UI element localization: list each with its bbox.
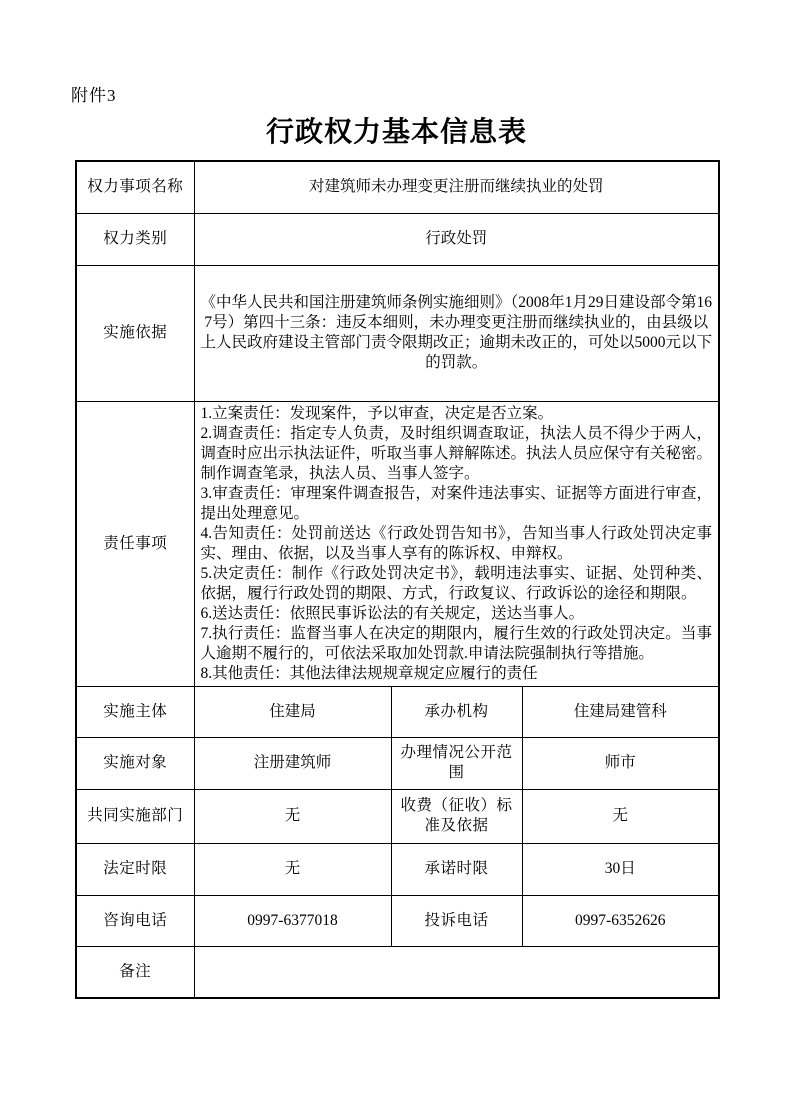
fee-standard-value: 无 — [522, 789, 719, 843]
row-implementing-body — [76, 686, 719, 737]
remarks-value — [194, 946, 719, 998]
implementing-body-value: 住建局 — [194, 686, 391, 737]
responsibility-line: 2.调查责任：指定专人负责，及时组织调查取证，执法人员不得少于两人，调查时应出示执法证件，听取当事人辩解陈述。执法人员应保守有关秘密。制作调查笔录，执法人员、当事人签字。 — [200, 424, 713, 482]
responsibility-line: 5.决定责任：制作《行政处罚决定书》，载明违法事实、证据、处罚种类、依据，履行行政处罚的期限、方式，行政复议、行政诉讼的途径和期限。 — [200, 564, 712, 602]
responsibility-items-value — [194, 401, 719, 686]
statutory-time-limit-value: 无 — [194, 843, 391, 895]
row-consultation-phone — [76, 895, 719, 946]
responsibility-line: 7.执行责任：监督当事人在决定的期限内，履行生效的行政处罚决定。当事人逾期不履行的，可依法采取加处罚款.申请法院强制执行等措施。 — [200, 624, 712, 662]
complaint-phone-label: 投诉电话 — [391, 895, 522, 946]
promised-time-limit-label: 承诺时限 — [391, 843, 522, 895]
row-power-category — [76, 213, 719, 265]
responsibility-line: 1.立案责任：发现案件，予以审查，决定是否立案。 — [200, 404, 554, 422]
promised-time-limit-value: 30日 — [522, 843, 719, 895]
row-implementation-basis — [76, 265, 719, 401]
row-implementation-target — [76, 737, 719, 789]
row-statutory-time-limit — [76, 843, 719, 895]
row-joint-departments — [76, 789, 719, 843]
responsibility-line: 6.送达责任：依照民事诉讼法的有关规定，送达当事人。 — [200, 604, 585, 622]
info-table — [75, 160, 720, 999]
implementation-basis-value: 《中华人民共和国注册建筑师条例实施细则》（2008年1月29日建设部令第167号）第四十三条：违反本细则，未办理变更注册而继续执业的，由县级以上人民政府建设主管部门责令限期改正；逾期未改正的，可处以5000元以下的罚款。 — [194, 265, 719, 401]
consultation-phone-value: 0997-6377018 — [194, 895, 391, 946]
power-category-value: 行政处罚 — [194, 213, 719, 265]
complaint-phone-value: 0997-6352626 — [522, 895, 719, 946]
disclosure-scope-label: 办理情况公开范围 — [391, 737, 522, 789]
responsibility-line: 4.告知责任：处罚前送达《行政处罚告知书》，告知当事人行政处罚决定事实、理由、依据，以及当事人享有的陈诉权、申辩权。 — [200, 524, 712, 562]
page-title: 行政权力基本信息表 — [265, 117, 527, 148]
implementation-target-value: 注册建筑师 — [194, 737, 391, 789]
row-responsibility-items — [76, 401, 719, 686]
joint-departments-label: 共同实施部门 — [76, 789, 194, 843]
power-name-value: 对建筑师未办理变更注册而继续执业的处罚 — [194, 161, 719, 213]
responsibility-line: 3.审查责任：审理案件调查报告，对案件违法事实、证据等方面进行审查，提出处理意见。 — [200, 484, 712, 522]
statutory-time-limit-label: 法定时限 — [76, 843, 194, 895]
undertaking-agency-value: 住建局建管科 — [522, 686, 719, 737]
responsibility-items-label: 责任事项 — [76, 401, 194, 686]
power-name-label: 权力事项名称 — [76, 161, 194, 213]
fee-standard-label: 收费（征收）标准及依据 — [391, 789, 522, 843]
attachment-label: 附件3 — [71, 86, 117, 105]
power-category-label: 权力类别 — [76, 213, 194, 265]
row-remarks — [76, 946, 719, 998]
undertaking-agency-label: 承办机构 — [391, 686, 522, 737]
row-power-name — [76, 161, 719, 213]
implementation-target-label: 实施对象 — [76, 737, 194, 789]
joint-departments-value: 无 — [194, 789, 391, 843]
remarks-label: 备注 — [76, 946, 194, 998]
disclosure-scope-value: 师市 — [522, 737, 719, 789]
consultation-phone-label: 咨询电话 — [76, 895, 194, 946]
implementation-basis-label: 实施依据 — [76, 265, 194, 401]
responsibility-line: 8.其他责任：其他法律法规规章规定应履行的责任 — [200, 664, 538, 682]
implementing-body-label: 实施主体 — [76, 686, 194, 737]
